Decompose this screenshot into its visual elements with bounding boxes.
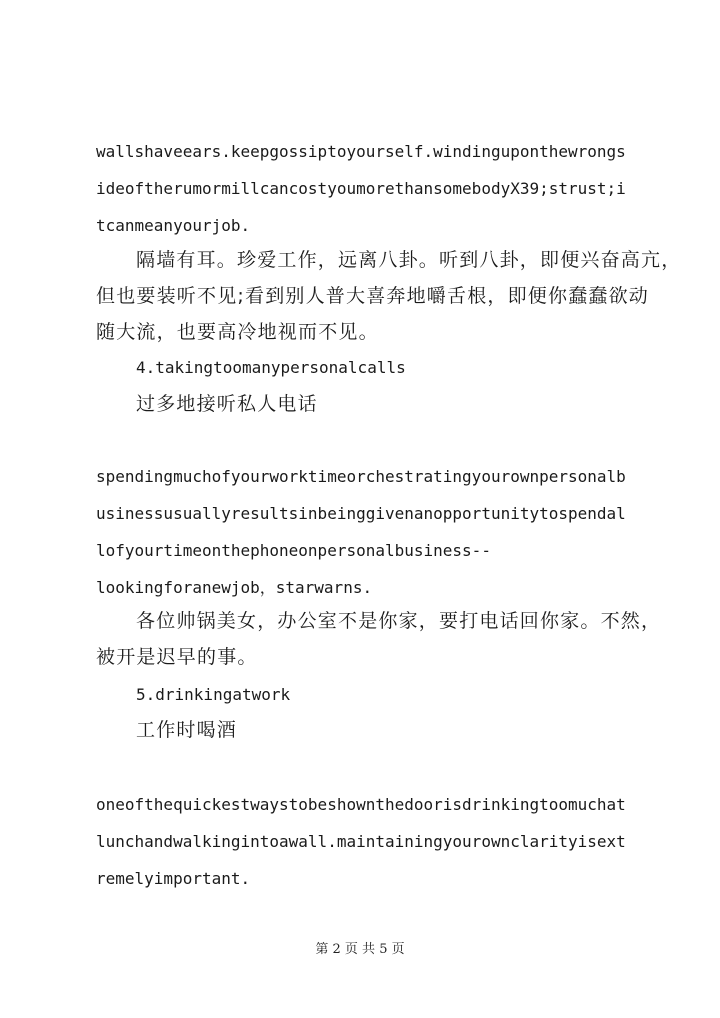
paragraph-line: 被开是迟早的事。 (96, 646, 258, 668)
paragraph-line: wallshaveears.keepgossiptoyourself.windinguponthewrongs (96, 142, 626, 161)
paragraph-line: lookingforanewjob，starwarns. (96, 578, 373, 597)
paragraph-line: lofyourtimeonthephoneonpersonalbusiness-- (96, 541, 491, 560)
paragraph-line: 但也要装听不见;看到别人普大喜奔地嚼舌根，即便你蠢蠢欲动 (96, 285, 650, 307)
paragraph-line: remelyimportant. (96, 869, 251, 888)
section-subheading: 过多地接听私人电话 (136, 393, 318, 415)
page-number-footer: 第 2 页 共 5 页 (315, 942, 405, 957)
paragraph-line: ideoftherumormillcancostyoumorethansomebodyX39;strust;i (96, 179, 626, 198)
paragraph-line: oneofthequickestwaystobeshownthedoorisdrinkingtoomuchat (96, 795, 626, 814)
paragraph-line: spendingmuchofyourworktimeorchestratingyourownpersonalb (96, 467, 626, 486)
section-heading: 5.drinkingatwork (136, 685, 291, 704)
section-subheading: 工作时喝酒 (136, 719, 238, 741)
section-heading: 4.takingtoomanypersonalcalls (136, 358, 406, 377)
paragraph-line: usinessusuallyresultsinbeinggivenanopportunitytospendal (96, 504, 626, 523)
paragraph-line: 随大流，也要高冷地视而不见。 (96, 321, 379, 343)
paragraph-line: lunchandwalkingintoawall.maintainingyourownclarityisext (96, 832, 626, 851)
paragraph-line: 隔墙有耳。珍爱工作，远离八卦。听到八卦，即便兴奋高亢， (136, 249, 682, 271)
paragraph-line: tcanmeanyourjob. (96, 216, 251, 235)
paragraph-line: 各位帅锅美女，办公室不是你家，要打电话回你家。不然， (136, 610, 662, 632)
